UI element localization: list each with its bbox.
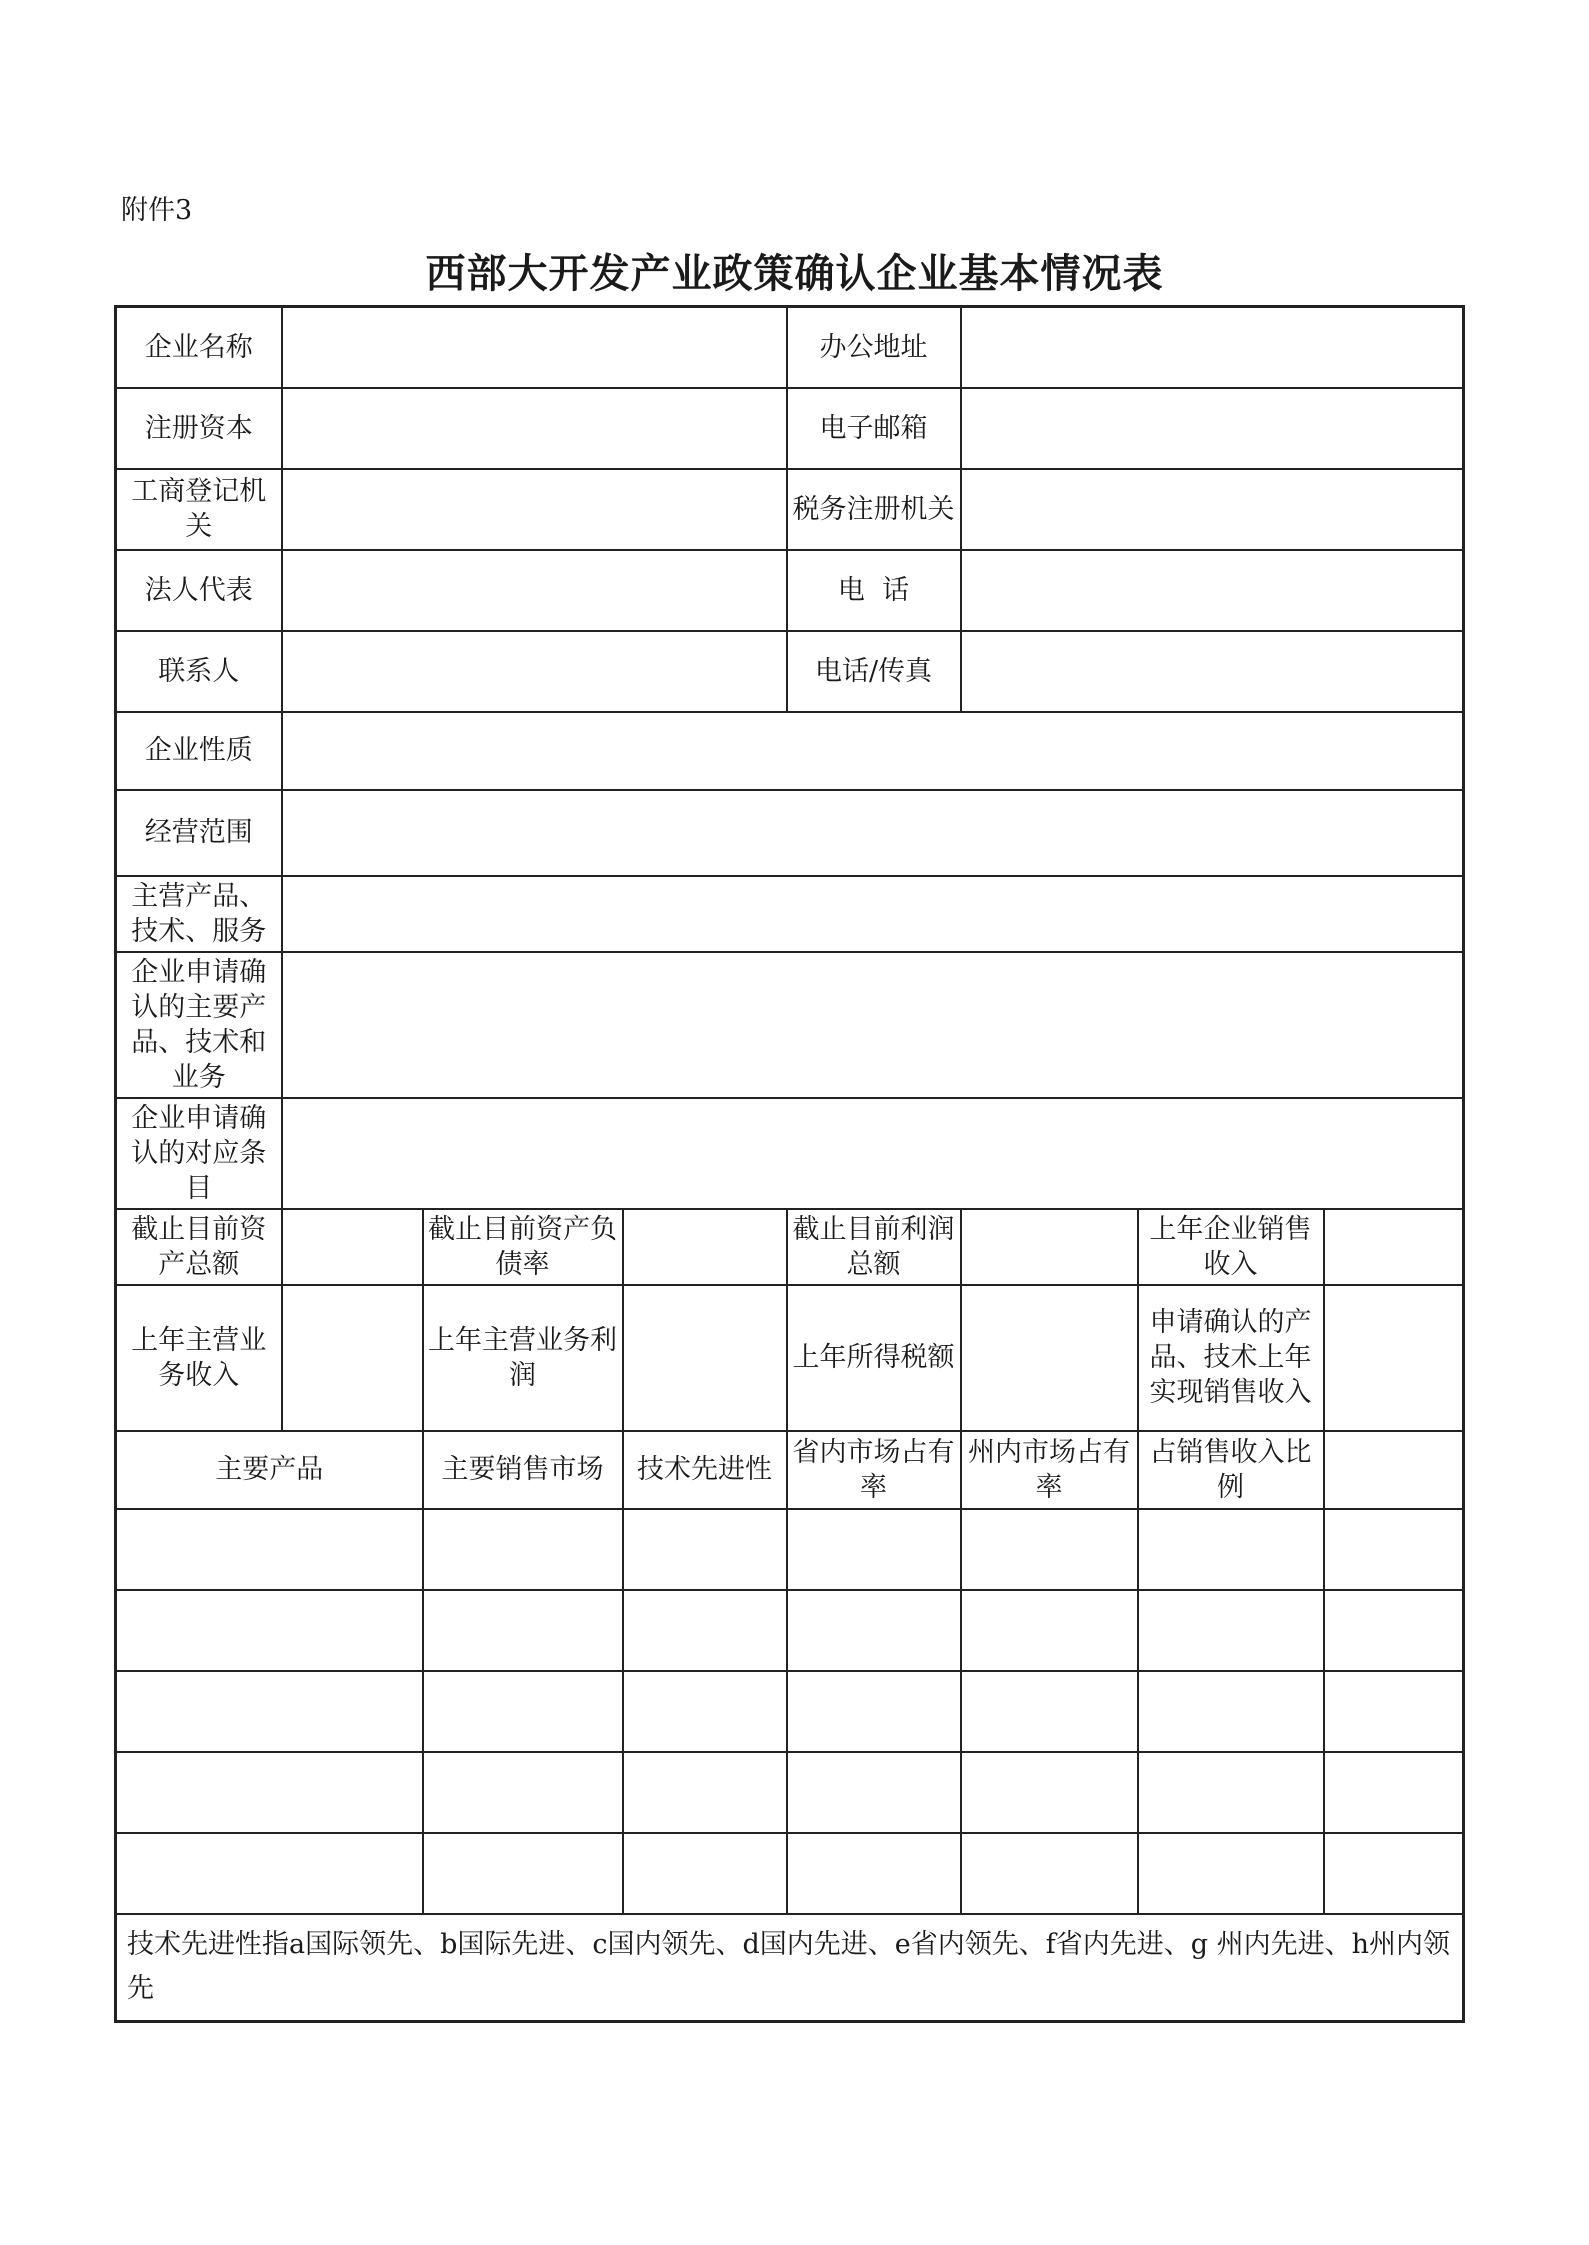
field-email[interactable] [961, 388, 1464, 469]
table-row [116, 1509, 1464, 1590]
cell-sales-market[interactable] [423, 1752, 623, 1833]
field-business-registration-authority[interactable] [282, 469, 787, 550]
enterprise-info-form [114, 305, 1465, 2023]
tech-advancement-note: 技术先进性指a国际领先、b国际先进、c国内领先、d国内先进、e省内领先、f省内先进、g 州内先进、h州内领先 [116, 1914, 1464, 2022]
row-applied-products [116, 952, 1464, 1098]
table-row [116, 1752, 1464, 1833]
cell-sales-market[interactable] [423, 1671, 623, 1752]
cell-province-share[interactable] [787, 1590, 961, 1671]
cell-extra[interactable] [1324, 1752, 1464, 1833]
field-total-profit[interactable] [961, 1209, 1138, 1285]
row-company-nature [116, 712, 1464, 790]
label-business-registration-authority: 工商登记机关 [116, 469, 282, 550]
label-last-year-sales: 上年企业销售收入 [1138, 1209, 1324, 1285]
header-main-products: 主要产品 [116, 1431, 423, 1509]
label-asset-liability-ratio: 截止目前资产负债率 [423, 1209, 623, 1285]
cell-prefecture-share[interactable] [961, 1509, 1138, 1590]
label-company-nature: 企业性质 [116, 712, 282, 790]
cell-tech-advancement[interactable] [623, 1752, 787, 1833]
row-legal-representative [116, 550, 1464, 631]
field-company-name[interactable] [282, 307, 787, 388]
field-business-scope[interactable] [282, 790, 1464, 876]
cell-tech-advancement[interactable] [623, 1509, 787, 1590]
field-applied-product-sales[interactable] [1324, 1285, 1464, 1431]
cell-product[interactable] [116, 1509, 423, 1590]
label-office-address: 办公地址 [787, 307, 961, 388]
table-row [116, 1833, 1464, 1914]
cell-product[interactable] [116, 1590, 423, 1671]
attachment-label: 附件3 [121, 195, 193, 226]
field-registered-capital[interactable] [282, 388, 787, 469]
field-last-year-sales[interactable] [1324, 1209, 1464, 1285]
field-phone-fax[interactable] [961, 631, 1464, 712]
label-contact-person: 联系人 [116, 631, 282, 712]
cell-product[interactable] [116, 1671, 423, 1752]
label-phone: 电 话 [787, 550, 961, 631]
header-sales-revenue-ratio: 占销售收入比例 [1138, 1431, 1324, 1509]
cell-sales-market[interactable] [423, 1590, 623, 1671]
cell-province-share[interactable] [787, 1833, 961, 1914]
cell-tech-advancement[interactable] [623, 1590, 787, 1671]
cell-province-share[interactable] [787, 1509, 961, 1590]
cell-revenue-ratio[interactable] [1138, 1509, 1324, 1590]
row-registration-authority [116, 469, 1464, 550]
cell-prefecture-share[interactable] [961, 1752, 1138, 1833]
row-business-scope [116, 790, 1464, 876]
label-applied-product-sales: 申请确认的产品、技术上年实现销售收入 [1138, 1285, 1324, 1431]
field-last-year-main-revenue[interactable] [282, 1285, 423, 1431]
label-legal-representative: 法人代表 [116, 550, 282, 631]
cell-extra[interactable] [1324, 1671, 1464, 1752]
label-last-year-income-tax: 上年所得税额 [787, 1285, 961, 1431]
cell-product[interactable] [116, 1833, 423, 1914]
label-main-products: 主营产品、技术、服务 [116, 876, 282, 952]
field-legal-representative[interactable] [282, 550, 787, 631]
field-applied-products[interactable] [282, 952, 1464, 1098]
cell-province-share[interactable] [787, 1752, 961, 1833]
cell-sales-market[interactable] [423, 1833, 623, 1914]
table-row [116, 1671, 1464, 1752]
header-province-market-share: 省内市场占有率 [787, 1431, 961, 1509]
row-main-products [116, 876, 1464, 952]
cell-extra[interactable] [1324, 1833, 1464, 1914]
cell-sales-market[interactable] [423, 1509, 623, 1590]
cell-revenue-ratio[interactable] [1138, 1671, 1324, 1752]
label-total-assets: 截止目前资产总额 [116, 1209, 282, 1285]
label-last-year-main-revenue: 上年主营业务收入 [116, 1285, 282, 1431]
header-prefecture-market-share: 州内市场占有率 [961, 1431, 1138, 1509]
field-last-year-income-tax[interactable] [961, 1285, 1138, 1431]
field-phone[interactable] [961, 550, 1464, 631]
row-financials-2 [116, 1285, 1464, 1431]
label-last-year-main-profit: 上年主营业务利润 [423, 1285, 623, 1431]
row-note [116, 1914, 1464, 2022]
header-blank [1324, 1431, 1464, 1509]
product-table-header [116, 1431, 1464, 1509]
label-business-scope: 经营范围 [116, 790, 282, 876]
cell-tech-advancement[interactable] [623, 1833, 787, 1914]
label-company-name: 企业名称 [116, 307, 282, 388]
field-main-products[interactable] [282, 876, 1464, 952]
cell-prefecture-share[interactable] [961, 1833, 1138, 1914]
label-applied-items: 企业申请确认的对应条目 [116, 1098, 282, 1209]
cell-extra[interactable] [1324, 1509, 1464, 1590]
cell-extra[interactable] [1324, 1590, 1464, 1671]
row-financials-1 [116, 1209, 1464, 1285]
row-applied-items [116, 1098, 1464, 1209]
label-tax-registration-authority: 税务注册机关 [787, 469, 961, 550]
field-tax-registration-authority[interactable] [961, 469, 1464, 550]
label-registered-capital: 注册资本 [116, 388, 282, 469]
label-phone-fax: 电话/传真 [787, 631, 961, 712]
row-registered-capital [116, 388, 1464, 469]
label-email: 电子邮箱 [787, 388, 961, 469]
cell-prefecture-share[interactable] [961, 1590, 1138, 1671]
label-total-profit: 截止目前利润总额 [787, 1209, 961, 1285]
label-applied-products: 企业申请确认的主要产品、技术和业务 [116, 952, 282, 1098]
header-main-sales-market: 主要销售市场 [423, 1431, 623, 1509]
cell-product[interactable] [116, 1752, 423, 1833]
field-company-nature[interactable] [282, 712, 1464, 790]
field-total-assets[interactable] [282, 1209, 423, 1285]
field-applied-items[interactable] [282, 1098, 1464, 1209]
field-contact-person[interactable] [282, 631, 787, 712]
cell-revenue-ratio[interactable] [1138, 1752, 1324, 1833]
header-tech-advancement: 技术先进性 [623, 1431, 787, 1509]
field-last-year-main-profit[interactable] [623, 1285, 787, 1431]
form-title: 西部大开发产业政策确认企业基本情况表 [425, 250, 1164, 297]
cell-province-share[interactable] [787, 1671, 961, 1752]
cell-revenue-ratio[interactable] [1138, 1590, 1324, 1671]
row-contact-person [116, 631, 1464, 712]
cell-tech-advancement[interactable] [623, 1671, 787, 1752]
cell-revenue-ratio[interactable] [1138, 1833, 1324, 1914]
table-row [116, 1590, 1464, 1671]
field-asset-liability-ratio[interactable] [623, 1209, 787, 1285]
cell-prefecture-share[interactable] [961, 1671, 1138, 1752]
row-company-name [116, 307, 1464, 388]
field-office-address[interactable] [961, 307, 1464, 388]
